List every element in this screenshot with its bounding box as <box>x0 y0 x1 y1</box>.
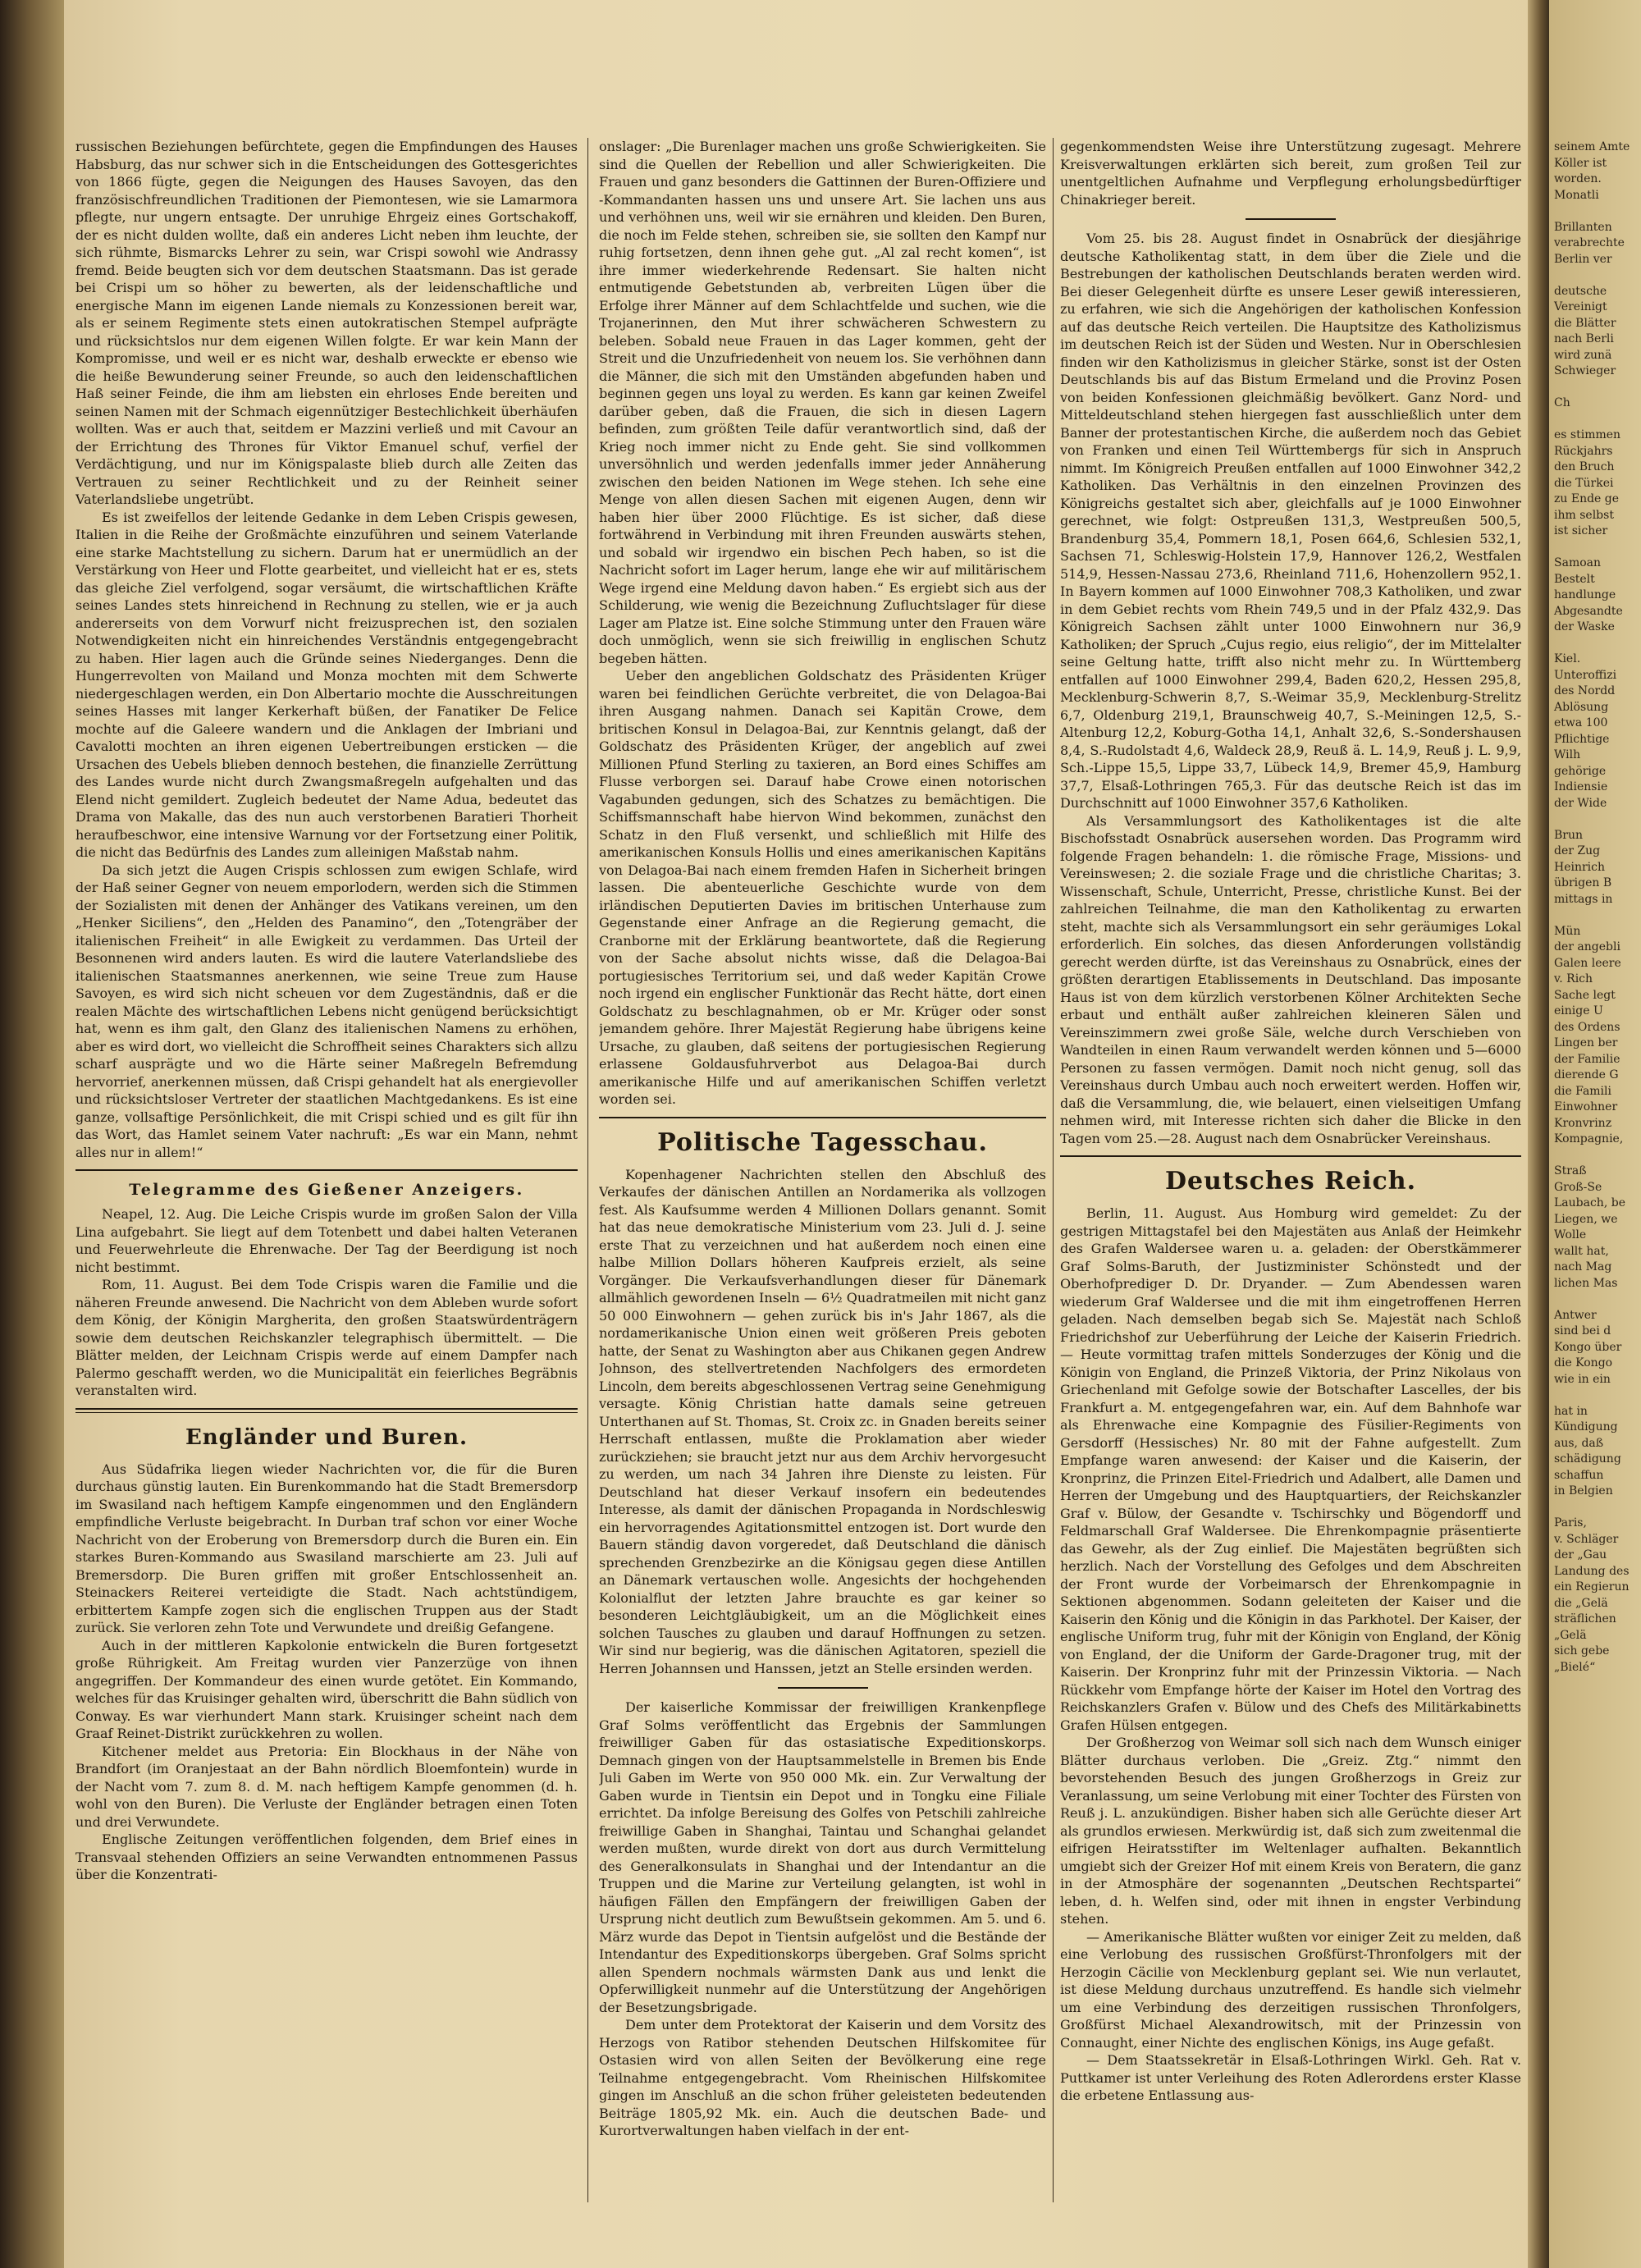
adjacent-page-line: Pflichtige <box>1554 732 1610 746</box>
adjacent-page-line: sind bei d <box>1554 1324 1611 1337</box>
adjacent-page-line: Paris, <box>1554 1516 1587 1530</box>
buren-p3: Kitchener meldet aus Pretoria: Ein Blockhaus in der Nähe von Brandfort (im Oranjestaat an der Bahn nördlich Bloemfontein) wurde in der Nacht vom 7. zum 8. d. M. nach heftigem Kampfe genommen (d. h. wohl von den Buren). Die Verluste der Engländer betragen einen Toten und drei Verwundete. <box>75 1743 578 1830</box>
adjacent-page-line: den Bruch <box>1554 460 1615 473</box>
column-3 <box>1060 138 1521 2219</box>
adjacent-page-line <box>1554 636 1641 652</box>
buren-p2: Auch in der mittleren Kapkolonie entwickeln die Buren fortgesetzt große Rührigkeit. Am Freitag wurden vier Panzerzüge von ihnen angegriffen. Der Kommandeur des einen wurde getötet. Ein Kommando, welches für das Kruisinger gehalten wird, überschritt die Bahn südlich von Conway. Es war vierhundert Mann stark. Kruisinger scheint nach dem Graaf Reinet-Distrikt zurückkehren zu wollen. <box>75 1637 578 1741</box>
adjacent-page-line: der Zug <box>1554 844 1601 857</box>
adjacent-page-line: Abgesandte <box>1554 604 1623 618</box>
adjacent-page-fragment <box>1549 0 1641 2268</box>
telegram-heading: Telegramme des Gießener Anzeigers. <box>129 1181 524 1199</box>
adjacent-page-line: schädigung <box>1554 1452 1621 1466</box>
crispi-article-p1: russischen Beziehungen befürchtete, gegen die Empfindungen des Hauses Habsburg, das nur schwer sich in die Entscheidungen des Gottesgerichtes von 1866 fügte, gegen die Neigungen des Hauses Savoyen, das den französischfreundlichen Traditionen der Piemontesen, wie sie Lamarmora pflegte, nur ungern entsagte. Der unruhige Ehrgeiz eines Gortschakoff, der es nicht dulden wollte, daß ein anderes Licht neben ihm leuchte, der sich rühmte, Bismarcks Lehrer zu sein, war Crispi sowohl wie Andrassy fremd. Beide beugten sich vor dem deutschen Staatsmann. Das ist gerade bei Crispi um so höher zu bewerten, als der leidenschaftliche und energische Mann im eigenen Lande niemals zu Konzessionen bereit war, als er seinem Regimente stets einen autokratischen Stempel aufprägte und rücksichtslos nur dem eigenen Willen folgte. Er war kein Mann der Kompromisse, und weil er es nicht war, deshalb erweckte er ebenso wie die heiße Bewunderung seiner Freunde, so auch den leidenschaftlichen Haß seiner Feinde, die ihm am liebsten ein ehrloses Ende bereiten und seinen Namen mit der Schmach eigennütziger Bestechlichkeit überhäufen wollten. Was er auch that, seitdem er Mazzini verließ und mit Cavour an der Errichtung des Thrones für Viktor Emanuel schuf, verfiel der Verdächtigung, und nur im Königspalaste blieb durch alle Zeiten das Vertrauen zu seiner Rechtlichkeit und zu der Reinheit seiner Vaterlandsliebe ungetrübt. <box>75 139 578 507</box>
katholikentag-article: Vom 25. bis 28. August findet in Osnabrück der diesjährige deutsche Katholikentag statt, in dem über die Ziele und die Bestrebungen der katholischen Deutschlands beraten werden wird. Bei dieser Gelegenheit dürfte es unsere Leser gewiß interessieren, zu erfahren, wie sich die Angehörigen der katholischen Konfession auf das deutsche Reich verteilen. Die Hauptsitze des Katholizismus im deutschen Reich ist der Süden und Westen. Nur in Oberschlesien finden wir den Katholizismus in gleicher Stärke, sonst ist der Osten Deutschlands bis auf das Bistum Ermeland und die Provinz Posen von beiden Konfessionen gleichmäßig bevölkert. Ganz Nord- und Mitteldeutschland stehen hiergegen fast ausschließlich unter dem Banner der protestantischen Kirche, die außerdem noch das Gebiet von Franken und einen Teil Württembergs für sich in Anspruch nimmt. Im Königreich Preußen entfallen auf 1000 Einwohner 342,2 Katholiken. Das Verhältnis in den einzelnen Provinzen des Königreichs gestaltet sich aber, gleichfalls auf je 1000 Einwohner gerechnet, wie folgt: Ostpreußen 131,3, Westpreußen 500,5, Brandenburg 35,4, Pommern 18,1, Posen 664,6, Schlesien 532,1, Sachsen 71, Schleswig-Holstein 17,9, Hannover 126,2, Westfalen 514,9, Hessen-Nassau 273,6, Rheinland 711,6, Hohenzollern 952,1. In Bayern kommen auf 1000 Einwohner 708,3 Katholiken, und zwar in dem Gebiet rechts vom Rhein 749,5 und in der Pfalz 432,9. Das Königreich Sachsen zählt unter 1000 Einwohnern nur 36,9 Katholiken; der Spruch „Cujus regio, eius religio“, der im Mittelalter seine Geltung hatte, trifft also nicht mehr zu. In Württemberg entfallen auf 1000 Einwohner 299,4, Baden 620,2, Hessen 295,8, Mecklenburg-Schwerin 8,7, S.-Weimar 35,9, Mecklenburg-Strelitz 6,7, Oldenburg 219,1, Braunschweig 40,7, S.-Meiningen 12,5, S.-Altenburg 12,2, Koburg-Gotha 14,1, Anhalt 32,6, S.-Sondershausen 8,4, S.-Rudolstadt 4,6, Waldeck 28,9, Reuß ä. L. 14,9, Reuß j. L. 9,9, Sch.-Lippe 15,5, Lippe 33,7, Lübeck 14,9, Bremer 45,9, Hamburg 37,7, Elsaß-Lothringen 765,3. Für das deutsche Reich ist das im Durchschnitt auf 1000 Einwohner 357,6 Katholiken. <box>1060 231 1521 811</box>
adjacent-page-line: v. Rich <box>1554 972 1593 985</box>
telegram-neapel: Neapel, 12. Aug. Die Leiche Crispis wurde im großen Salon der Villa Lina aufgebahrt. Sie liegt auf dem Totenbett und dabei halten Veteranen und Feuerwehrleute die Ehrenwache. Der Tag der Beerdigung ist noch nicht bestimmt. <box>75 1206 578 1275</box>
adjacent-page-line: des Nordd <box>1554 684 1616 697</box>
adjacent-page-line <box>1554 540 1641 556</box>
adjacent-page-line: der „Gau <box>1554 1548 1607 1562</box>
adjacent-page-line: die Türkei <box>1554 476 1614 490</box>
adjacent-page-line: Wolle <box>1554 1228 1587 1241</box>
adjacent-page-line <box>1554 267 1641 284</box>
divider <box>75 1169 578 1171</box>
adjacent-page-line: Laubach, be <box>1554 1196 1625 1209</box>
adjacent-page-line: zu Ende ge <box>1554 492 1620 505</box>
divider <box>1246 218 1336 220</box>
column-rule-2 <box>1053 138 1054 2202</box>
adjacent-page-text <box>1554 139 1641 1676</box>
adjacent-page-line: „Bielé“ <box>1554 1660 1596 1674</box>
adjacent-page-line <box>1554 1500 1641 1516</box>
adjacent-page-line: wie in ein <box>1554 1372 1611 1386</box>
adjacent-page-line: ein Regierun <box>1554 1580 1630 1594</box>
adjacent-page-line: der Wide <box>1554 796 1607 810</box>
adjacent-page-line: Heinrich <box>1554 860 1606 874</box>
adjacent-page-line: der angebli <box>1554 940 1620 953</box>
adjacent-page-line: wallt hat, <box>1554 1244 1609 1258</box>
adjacent-page-line: Antwer <box>1554 1308 1597 1322</box>
adjacent-page-line: handlunge <box>1554 588 1616 601</box>
telegram-rom: Rom, 11. August. Bei dem Tode Crispis waren die Familie und die näheren Freunde anwesend. Die Nachricht von dem Ableben wurde sofort dem König, der Königin Margherita, den großen Staatswürdenträgern sowie dem deutschen Reichskanzler telegraphisch übermittelt. — Die Blätter melden, der Leichnam Crispis werde auf einem Dampfer nach Palermo geschafft werden, wo die Municipalität ein feierliches Begräbnis veranstalten wird. <box>75 1277 578 1398</box>
adjacent-page-line: Bestelt <box>1554 572 1595 586</box>
adjacent-page-line: der Familie <box>1554 1052 1620 1066</box>
adjacent-page-line: mittags in <box>1554 892 1613 906</box>
crispi-article-p3: Da sich jetzt die Augen Crispis schlossen zum ewigen Schlafe, wird der Haß seiner Gegner von neuem emporlodern, werden sich die Stimmen der Sozialisten mit denen der Anhänger des Vatikans vereinen, um den „Henker Siciliens“, den „Helden des Panamino“, den „Totengräber der italienischen Freiheit“ in alle Ewigkeit zu verdammen. Das Urteil der Besonnenen wird anders lauten. Es wird die lautere Vaterlandsliebe des italienischen Staatsmannes anerkennen, wie seine Treue zum Hause Savoyen, es wird sich nicht scheuen vor dem Zugeständnis, daß er die realen Mächte des wirtschaftlichen Lebens nicht genügend berücksichtigt hat, wenn es ihm galt, den Glanz des italienischen Namens zu erhöhen, aber es wird dort, wo vielleicht die Schroffheit seines Charakters sich allzu scharf ausprägte und wo die Härte seiner Maßregeln Befremdung hervorrief, anerkennen müssen, daß Crispi gehandelt hat als energievoller und rücksichtsloser Vertreter der staatlichen Machtgedankens. Es ist eine ganze, vollsaftige Persönlichkeit, die mit Crispi schied und es gilt für ihn das Wort, das Hamlet seinem Vater nachruft: „Es war ein Mann, nehmt alles nur in allem!“ <box>75 862 578 1160</box>
adjacent-page-line: Liegen, we <box>1554 1212 1618 1226</box>
adjacent-page-line: Vereinigt <box>1554 300 1607 313</box>
section-heading-politische-tagesschau: Politische Tagesschau. <box>657 1127 988 1157</box>
adjacent-page-line: Landung des <box>1554 1564 1630 1578</box>
adjacent-page-line: Einwohner <box>1554 1100 1618 1113</box>
adjacent-page-line: der Waske <box>1554 620 1615 633</box>
antillen-article: Kopenhagener Nachrichten stellen den Abschluß des Verkaufes der dänischen Antillen an Nordamerika als vollzogen fest. Als Kaufsumme werden 4 Millionen Dollars genannt. Somit hat das neue demokratische Ministerium vom 23. Juli d. J. seine erste That zu verzeichnen und hat außerdem noch einen eine halbe Million Dollars höheren Kaufpreis erzielt, als seine Vorgänger. Die Verkaufsverhandlungen dieser für Dänemark allmählich gewordenen Inseln — 6½ Quadratmeilen mit nicht ganz 50 000 Einwohnern — gehen zurück bis in's Jahr 1867, als die nordamerikanische Union einen weit größeren Preis geboten hatte, der Senat zu Washington aber aus Chikanen gegen Andrew Johnson, des stellvertretenden Nachfolgers des ermordeten Lincoln, dem bereits abgeschlossenen Vertrag seine Genehmigung versagte. König Christian hatte damals seine getreuen Unterthanen auf St. Thomas, St. Croix zc. in Gnaden bereits seiner Herrschaft entlassen, mußte die Proklamation aber wieder zurückziehen; sie braucht jetzt nur aus dem Archiv hervorgesucht zu werden, um nach 34 Jahren ihre Dienste zu leisten. Für Deutschland hat dieser Verkauf insofern ein bedeutendes Interesse, als damit der dänischen Propaganda in Nordschleswig ein hervorragendes Agitationsmittel entzogen ist. Dort wurde den Bauern ständig davon vorgeredet, daß Deutschland die dänisch sprechenden Grenzbezirke an die Königsau gegen diese Antillen an Dänemark vertauschen wolle. Angesichts der hochgehenden Kolonialflut der letzten Jahre brauchte es gar keiner so besonderen Leichtgläubigkeit, um an die Möglichkeit eines solchen Tausches zu glauben und darauf Hoffnungen zu setzen. Wir sind nur begierig, was die dänischen Agitatoren, speziell die Herren Johannsen und Hanssen, jetzt an Stelle ersinden werden. <box>599 1166 1046 1676</box>
adjacent-page-line <box>1554 380 1641 396</box>
adjacent-page-line: seinem Amte <box>1554 140 1630 153</box>
adjacent-page-line: v. Schläger <box>1554 1532 1619 1546</box>
adjacent-page-line: verabrechte <box>1554 236 1625 249</box>
adjacent-page-line: Unteroffizi <box>1554 668 1617 682</box>
divider <box>1060 1155 1521 1157</box>
adjacent-page-line: Kiel. <box>1554 652 1581 665</box>
goldschatz-article: Ueber den angeblichen Goldschatz des Präsidenten Krüger waren bei feindlichen Gerüchte verbreitet, die von Delagoa-Bai ihren Ausgang nahmen. Danach sei Kapitän Crowe, dem britischen Konsul in Delagoa-Bai, zur Kenntnis gelangt, daß der Goldschatz des Präsidenten Krüger, der angeblich auf zwei Millionen Pfund Sterling zu taxieren, an Bord eines Schiffes am Flusse verborgen sei. Darauf habe Crowe einen notorischen Vagabunden gedungen, sich des Schatzes zu bemächtigen. Die Schiffsmannschaft habe hiervon Wind bekommen, zunächst den Schatz in den Fluß versenkt, und schließlich mit Hilfe des amerikanischen Konsuls Hollis und eines amerikanischen Kapitäns von Delagoa-Bai nach einem fremden Hafen in Sicherheit bringen lassen. Die abenteuerliche Geschichte wurde von dem irländischen Deputierten Davies im britischen Unterhause zum Gegenstande einer Anfrage an die Regierung gemacht, die Cranborne mit der Erklärung beantwortete, daß die Regierung von der Sache absolut nichts wisse, daß die Delagoa-Bai portugiesisches Territorium sei, und daß weder Kapitän Crowe noch irgend ein englischer Funktionär das Recht hätte, dort einen Goldschatz zu beschlagnahmen, ob er Mr. Krüger oder sonst jemandem gehöre. Ihrer Majestät Regierung habe übrigens keine Ursache, zu glauben, daß seitens der portugiesischen Regierung erlassene Goldausfuhrverbot aus Delagoa-Bai durch amerikanische Hilfe und auf amerikanischen Schiffen verletzt worden sei. <box>599 668 1046 1107</box>
column-1 <box>75 138 578 2219</box>
weimar-report: Der Großherzog von Weimar soll sich nach dem Wunsch einiger Blätter durchaus verloben. Die „Greiz. Ztg.“ nimmt den bevorstehenden Besuch des jungen Großherzogs in Greiz zur Veranlassung, um seine Verlobung mit einer Tochter des Fürsten von Reuß j. L. anzukündigen. Bisher haben sich alle Gerüchte dieser Art als grundlos erwiesen. Merkwürdig ist, daß sich zum zweitenmal die eifrigen Heiratsstifter im Weltenlager aufhalten. Bekanntlich umgiebt sich der Greizer Hof mit einem Kreis von Beratern, die ganz in der Atmosphäre der sogenannten „Deutschen Rechtspartei“ leben, d. h. Welfen sind, oder mit ihnen in engster Verbindung stehen. <box>1060 1735 1521 1927</box>
hilfskomitee-article: Dem unter dem Protektorat der Kaiserin und dem Vorsitz des Herzogs von Ratibor stehenden Deutschen Hilfskomitee für Ostasien wird von allen Seiten der Bevölkerung eine rege Teilnahme entgegengebracht. Vom Rheinischen Hilfskomitee gingen im Anschluß an die schon früher geleisteten bedeutenden Beiträge 1805,92 Mk. ein. Auch die deutschen Bade- und Kurortverwaltungen haben vielfach in der ent- <box>599 2017 1046 2138</box>
page-fold-shadow <box>1528 0 1549 2268</box>
adjacent-page-line: Kompagnie, <box>1554 1132 1624 1145</box>
divider <box>75 1408 578 1413</box>
adjacent-page-line: Ablösung <box>1554 700 1609 714</box>
adjacent-page-line: die Kongo <box>1554 1356 1613 1369</box>
adjacent-page-line: „Gelä <box>1554 1628 1587 1642</box>
divider <box>599 1117 1046 1118</box>
adjacent-page-line: deutsche <box>1554 284 1607 298</box>
divider <box>778 1687 868 1689</box>
verlobung-report: — Amerikanische Blätter wußten vor einiger Zeit zu melden, daß eine Verlobung des russischen Großfürst-Thronfolgers mit der Herzogin Cäcilie von Mecklenburg geplant sei. Wie nun verlautet, ist diese Meldung durchaus unzutreffend. Es handle sich vielmehr um eine Verbindung des derzeitigen russischen Thronfolgers, Großfürst Michael Alexandrowitsch, mit der Prinzessin von Connaught, einer Nichte des englischen Königs, ins Auge gefaßt. <box>1060 1928 1521 2051</box>
adjacent-page-line: Brillanten <box>1554 220 1612 234</box>
adjacent-page-line: ist sicher <box>1554 524 1608 537</box>
adjacent-page-line <box>1554 908 1641 924</box>
adjacent-page-line: Galen leere <box>1554 956 1621 970</box>
kurort-continuation: gegenkommendsten Weise ihre Unterstützung zugesagt. Mehrere Kreisverwaltungen erklärten sich bereit, zum großen Teil zur unentgeltlichen Aufnahme und Verpflegung erholungsbedürftiger Chinakrieger bereit. <box>1060 139 1521 208</box>
adjacent-page-line <box>1554 412 1641 428</box>
section-heading-englaender-buren: Engländer und Buren. <box>185 1424 469 1450</box>
adjacent-page-line: in Belgien <box>1554 1484 1613 1498</box>
adjacent-page-line: Kündigung <box>1554 1420 1618 1434</box>
versammlungsort-article: Als Versammlungsort des Katholikentages ist die alte Bischofsstadt Osnabrück ausersehen worden. Das Programm wird folgende Fragen behandeln: 1. die römische Frage, Missions- und Vereinswesen; 2. die soziale Frage und die christliche Charitas; 3. Wissenschaft, Schule, Unterricht, Presse, christliche Kunst. Bei der zahlreichen Teilnahme, die man den Katholikentag zu erwarten steht, machte sich als Versammlungsort ein sehr geräumiges Lokal erforderlich. Ein solches, das diesen Anforderungen vollständig gerecht werden dürfte, ist das Vereinshaus zu Osnabrück, eines der größten derartigen Etablissements in Deutschland. Das imposante Haus ist von dem kürzlich verstorbenen Kölner Architekten Seche erbaut und enthält außer zahlreichen kleineren Sälen und Vereinszimmern zwei große Säle, welche durch Verschieben von Wandteilen in einen Raum verwandelt werden können und 5—6000 Personen zu fassen vermögen. Damit noch nicht genug, soll das Vereinshaus durch Umbau auch noch erweitert werden. Hoffen wir, daß die Versammlung, die, wie belauert, einen vielseitigen Umfang nehmen wird, mit Interesse richten sich daher die Blicke in den Tagen vom 25.—28. August nach dem Osnabrücker Vereinshaus. <box>1060 812 1521 1146</box>
adjacent-page-line: aus, daß <box>1554 1436 1604 1450</box>
adjacent-page-line <box>1554 1292 1641 1308</box>
adjacent-page-line: die „Gelä <box>1554 1596 1608 1610</box>
buren-p1: Aus Südafrika liegen wieder Nachrichten vor, die für die Buren durchaus günstig lauten. Ein Burenkommando hat die Stadt Bremersdorp im Swasiland nach heftigem Kampfe eingenommen und den Engländern empfindliche Verluste beigebracht. In Durban traf schon vor einer Woche Nachricht von der Eroberung von Bremersdorp durch die Buren ein. Ein starkes Buren-Kommando aus Swasiland marschierte am 23. Juli auf Bremersdorp. Die Buren griffen mit großer Entschlossenheit an. Steinackers Reiterei verteidigte die Stadt. Nach achtstündigem, erbittertem Kampfe zogen sich die englischen Truppen aus der Stadt zurück. Sie verloren zehn Tote und Verwundete und dreißig Gefangene. <box>75 1461 578 1635</box>
column-2 <box>599 138 1046 2219</box>
berlin-report: Berlin, 11. August. Aus Homburg wird gemeldet: Zu der gestrigen Mittagstafel bei den Majestäten aus Anlaß der Heimkehr des Grafen Waldersee waren u. a. geladen: der Oberstkämmerer Graf Solms-Baruth, der Justizminister Schönstedt und der Oberhofprediger D. Dr. Dryander. — Zum Abendessen waren wiederum Graf Waldersee und die mit ihm eingetroffenen Herren geladen. Nach demselben begab sich Se. Majestät nach Schloß Friedrichshof zur Ueberführung der Leiche der Kaiserin Friedrich. — Heute vormittag trafen mittels Sonderzuges der König und die Königin von England, die Prinzeß Viktoria, der Prinz Nikolaus von Griechenland mit Gefolge sowie der Botschafter Lascelles, der bis Frankfurt a. M. entgegengefahren war, ein. Auf dem Bahnhofe war als Ehrenwache eine Kompagnie des Füsilier-Regiments von Gersdorff (Hessisches) Nr. 80 mit der Fahne aufgestellt. Zum Empfange waren anwesend: der Kaiser und die Kaiserin, der Kronprinz, die Prinzen Eitel-Friedrich und Adalbert, alle Damen und Herren der Umgebung und des Hauptquartiers, der Reichskanzler Graf v. Bülow, der Gesandte v. Tschirschky und Bögendorff und Feldmarschall Graf Waldersee. Die Ehrenkompagnie präsentierte das Gewehr, als der Zug einlief. Die Majestäten begrüßten sich herzlich. Nach der Vorstellung des Gefolges und dem Abschreiten der Front wurde der Vorbeimarsch der Ehrenkompagnie in Sektionen abgenommen. Sodann geleiteten der Kaiser und die Kaiserin den König und die Königin in das Parkhotel. Der Kaiser, der englische Uniform trug, fuhr mit der Königin von England, der König von England, der die Uniform der Garde-Dragoner trug, mit der Kaiserin. Der Kronprinz fuhr mit der Prinzessin Viktoria. — Nach Rückkehr vom Empfange hörte der Kaiser im Hotel den Vortrag des Reichskanzlers Grafen v. Bülow und des Chefs des Militärkabinetts Grafen Hülsen entgegen. <box>1060 1205 1521 1733</box>
adjacent-page-line: Rückjahrs <box>1554 444 1613 458</box>
adjacent-page-line: Wilh <box>1554 748 1581 761</box>
adjacent-page-line: Berlin ver <box>1554 252 1612 266</box>
adjacent-page-line: Ch <box>1554 396 1570 409</box>
adjacent-page-line: sich gebe <box>1554 1644 1610 1658</box>
krankenpflege-article: Der kaiserliche Kommissar der freiwilligen Krankenpflege Graf Solms veröffentlicht das Ergebnis der Sammlungen freiwilliger Gaben für das ostasiatische Expeditionskorps. Demnach gingen von der Hauptsammelstelle in Bremen bis Ende Juli Gaben im Werte von 950 000 Mk. ein. Zur Verwaltung der Gaben wurde in Tientsin ein Depot und in Tongku eine Filiale errichtet. Da infolge Bereisung des Golfes von Petschili zahlreiche freiwillige Gaben in Shanghai, Taintau und Schanghai gelandet werden mußten, wurde direkt von dort aus durch Vermittelung des Generalkonsulats in Shanghai und der Intendantur an die Truppen und die Marine zur Verteilung gelangten, ist wohl in häufigen Fällen den Empfängern der freiwilligen Gaben der Ursprung nicht deutlich zum Bewußtsein gekommen. Am 5. und 6. März wurde das Depot in Tientsin aufgelöst und die Bestände der Intendantur des Expeditionskorps übergeben. Graf Solms spricht allen Spendern nochmals wärmsten Dank aus und lenkt die Opferwilligkeit nunmehr auf die Unterstützung der Angehörigen der Besetzungsbrigade. <box>599 1699 1046 2015</box>
adjacent-page-line: Groß-Se <box>1554 1180 1602 1194</box>
adjacent-page-line <box>1554 1388 1641 1404</box>
adjacent-page-line: Mün <box>1554 924 1581 938</box>
adjacent-page-line: übrigen B <box>1554 876 1612 889</box>
adjacent-page-line: einige U <box>1554 1004 1603 1017</box>
adjacent-page-line: wird zunä <box>1554 348 1612 362</box>
adjacent-page-line: nach Berli <box>1554 332 1614 345</box>
adjacent-page-line: lichen Mas <box>1554 1276 1618 1290</box>
adjacent-page-line <box>1554 812 1641 828</box>
adjacent-page-line: Schwieger <box>1554 364 1616 377</box>
adjacent-page-line: gehörige <box>1554 764 1607 778</box>
adjacent-page-line: des Ordens <box>1554 1020 1620 1034</box>
section-heading-deutsches-reich: Deutsches Reich. <box>1164 1167 1417 1196</box>
adjacent-page-line: dierende G <box>1554 1068 1619 1081</box>
adjacent-page-line: ihm selbst <box>1554 508 1614 522</box>
adjacent-page-line: Kronvrinz <box>1554 1116 1612 1130</box>
column-rule-1 <box>587 138 588 2202</box>
adjacent-page-line: Monatli <box>1554 188 1599 202</box>
puttkamer-report: — Dem Staatssekretär in Elsaß-Lothringen Wirkl. Geh. Rat v. Puttkamer ist unter Verleihung des Roten Adlerordens erster Klasse die erbetene Entlassung aus- <box>1060 2052 1521 2103</box>
adjacent-page-line: Samoan <box>1554 556 1602 569</box>
adjacent-page-line: die Blätter <box>1554 316 1616 330</box>
adjacent-page-line: sträflichen <box>1554 1612 1616 1626</box>
adjacent-page-line: Köller ist <box>1554 156 1607 170</box>
buren-p4: Englische Zeitungen veröffentlichen folgenden, dem Brief eines in Transvaal stehenden Offiziers an seine Verwandten entnommenen Passus über die Konzentrati- <box>75 1831 578 1882</box>
adjacent-page-line: etwa 100 <box>1554 716 1608 729</box>
adjacent-page-line: Brun <box>1554 828 1584 842</box>
adjacent-page-line: Indiensie <box>1554 780 1608 793</box>
adjacent-page-line: Sache legt <box>1554 988 1616 1002</box>
crispi-article-p2: Es ist zweifellos der leitende Gedanke in dem Leben Crispis gewesen, Italien in die Reihe der Großmächte einzuführen und seinem Vaterlande eine starke Machtstellung zu sichern. Darum hat er unermüdlich an der Verstärkung von Heer und Flotte gearbeitet, und vielleicht hat er es, stets das gleiche Ziel verfolgend, sogar versäumt, die wirtschaftlichen Kräfte seines Landes stets hinreichend in Rechnung zu stellen, wie er ja auch andererseits von dem Vorwurf nicht freizusprechen ist, den sozialen Notwendigkeiten nicht ein hinreichendes Verständnis entgegengebracht zu haben. Hier lagen auch die Gründe seines Niederganges. Denn die Hungerrevolten von Mailand und Monza mochten mit dem Schwerte niedergeschlagen werden, ein Don Albertario mochte die Ausschreitungen seines Hasses mit langer Kerkerhaft büßen, der Fanatiker De Felice mochte auf die Galeere wandern und die Anklagen der Imbriani und Cavalotti mochten an ihren eigenen Uebertreibungen ersticken — die Ursachen des Uebels blieben dennoch bestehen, die finanzielle Zerrüttung des Landes wurde nicht durch Zwangsmaßregeln aufgehalten und das Elend nicht gemildert. Zugleich bedeutet der Name Adua, bedeutet das Drama von Makalle, das des nun auch verstorbenen Baratieri Thorheit heraufbeschwor, eine intensive Warnung vor der Fortsetzung einer Politik, die nicht das Bedürfnis des Landes zum alleinigen Maßstab nahm. <box>75 509 578 860</box>
lager-quote: onslager: „Die Burenlager machen uns große Schwierigkeiten. Sie sind die Quellen der Rebellion und aller Schwierigkeiten. Die Frauen und ganz besonders die Gattinnen der Buren-Offiziere und -Kommandanten hassen uns und unsere Art. Sie lachen uns aus und verhöhnen uns, weil wir sie ernähren und kleiden. Den Buren, die noch im Felde stehen, schreiben sie, sie sollten den Kampf nur ruhig fortsetzen, denn ihnen gehe gut. „Al zal recht komen“, ist ihre immer wiederkehrende Redensart. Sie halten nicht entmutigende Gebetstunden ab, verbreiten Lügen über die Erfolge ihrer Männer auf dem Schlachtfelde und suchen, wie die Trojanerinnen, den Mut ihrer schwächeren Schwestern zu beleben. Sobald neue Frauen in das Lager kommen, geht der Streit und die Unzufriedenheit von neuem los. Sie verhöhnen dann die Männer, die sich mit den Umständen abgefunden haben und beginnen gegen uns loyal zu werden. Es kann gar keinen Zweifel darüber geben, daß die Frauen, die sich in diesen Lagern befinden, zum größten Teile dafür verantwortlich sind, daß der Krieg noch immer nicht zu Ende geht. Sie sind vollkommen unversöhnlich und werden jedenfalls immer jeder Annäherung zwischen den beiden Nationen im Wege stehen. Ich sehe eine Menge von allen diesen Sachen mit eigenen Augen, denn wir haben hier über 2000 Flüchtige. Es ist sicher, daß diese fortwährend in Verbindung mit ihren Freunden auswärts stehen, und sobald wir irgendwo ein bischen Pech haben, so ist die Nachricht sofort im Lager herum, lange ehe wir auf militärischem Wege irgend eine Meldung davon haben.“ Es ergiebt sich aus der Schilderung, wie wenig die Bezeichnung Zufluchtslager für diese Lager am Platze ist. Eine solche Stimmung unter den Frauen wäre doch unmöglich, wenn sie sich freiwillig in englischen Schutz begeben hätten. <box>599 139 1046 666</box>
adjacent-page-line: es stimmen <box>1554 428 1621 441</box>
adjacent-page-line: hat in <box>1554 1404 1588 1418</box>
adjacent-page-line <box>1554 203 1641 220</box>
adjacent-page-line: Lingen ber <box>1554 1036 1618 1049</box>
book-binding <box>0 0 64 2268</box>
adjacent-page-line: nach Mag <box>1554 1260 1612 1273</box>
adjacent-page-line: schaffun <box>1554 1468 1604 1482</box>
adjacent-page-line: worden. <box>1554 172 1602 185</box>
adjacent-page-line <box>1554 1148 1641 1164</box>
adjacent-page-line: Kongo über <box>1554 1340 1622 1354</box>
adjacent-page-line: Straß <box>1554 1164 1587 1177</box>
adjacent-page-line: die Famili <box>1554 1084 1611 1098</box>
